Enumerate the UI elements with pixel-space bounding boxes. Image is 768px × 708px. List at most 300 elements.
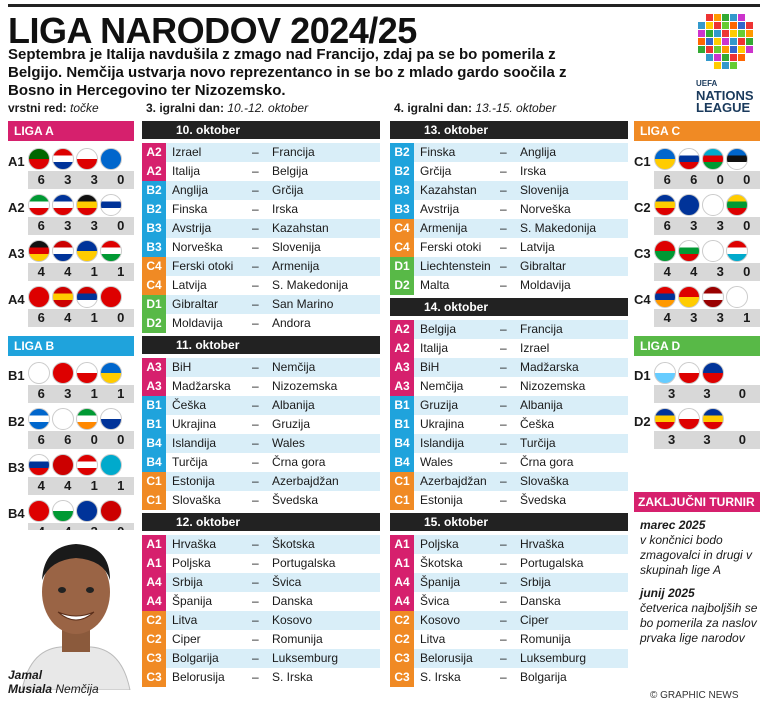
away-team: Švica	[272, 575, 302, 589]
away-team: Švedska	[520, 493, 567, 507]
cyprus-flag	[702, 194, 724, 216]
points-value: 3	[716, 218, 724, 233]
dash: –	[500, 164, 507, 178]
match-row	[142, 668, 380, 687]
group-code: B2	[390, 143, 414, 162]
group-c4	[634, 286, 760, 328]
dash: –	[252, 278, 259, 292]
matchday-date-header: 11. oktober	[142, 336, 380, 354]
group-code: A4	[142, 573, 166, 592]
points-value: 1	[90, 310, 98, 325]
away-team: San Marino	[272, 297, 334, 311]
ranking-header: vrstni red: točke	[8, 101, 99, 115]
group-code: C3	[390, 668, 414, 687]
group-label: A2	[8, 200, 25, 215]
home-team: Turčija	[172, 455, 208, 469]
group-code: C4	[142, 276, 166, 295]
away-team: Danska	[272, 594, 313, 608]
home-team: Grčija	[420, 164, 452, 178]
away-team: Nizozemska	[520, 379, 586, 393]
group-a4	[8, 286, 134, 328]
dash: –	[252, 221, 259, 235]
match-row	[142, 649, 380, 668]
dash: –	[252, 493, 259, 507]
group-label: A3	[8, 246, 25, 261]
portugal-flag	[28, 148, 50, 170]
points-value: 0	[716, 172, 724, 187]
dash: –	[500, 322, 507, 336]
match-row	[390, 434, 628, 453]
group-code: A1	[390, 535, 414, 554]
home-team: S. Irska	[420, 670, 461, 684]
points-value: 0	[743, 172, 751, 187]
league-d-header: LIGA D	[634, 336, 760, 356]
group-flags	[28, 500, 126, 522]
points-value: 0	[90, 432, 98, 447]
belgium-flag	[76, 194, 98, 216]
match-row	[142, 396, 380, 415]
turkey-flag	[28, 500, 50, 522]
dash: –	[500, 278, 507, 292]
group-code: A3	[390, 377, 414, 396]
dash: –	[252, 183, 259, 197]
group-code: C3	[142, 668, 166, 687]
group-c3	[634, 240, 760, 282]
dash: –	[252, 594, 259, 608]
points-value: 6	[663, 172, 671, 187]
match-row	[390, 358, 628, 377]
romania-flag	[654, 194, 676, 216]
israel-flag	[100, 194, 122, 216]
group-label: C1	[634, 154, 651, 169]
home-team: Armenija	[420, 221, 468, 235]
points-value: 6	[690, 172, 698, 187]
dash: –	[500, 240, 507, 254]
northern-ireland-flag	[702, 240, 724, 262]
away-team: Slovaška	[520, 474, 569, 488]
germany-flag	[28, 240, 50, 262]
dash: –	[500, 670, 507, 684]
faroe-flag	[726, 286, 748, 308]
dash: –	[500, 360, 507, 374]
match-row	[142, 200, 380, 219]
match-row	[390, 649, 628, 668]
points-value: 1	[90, 478, 98, 493]
match-row	[142, 314, 380, 333]
bosnia-flag	[76, 240, 98, 262]
dash: –	[500, 493, 507, 507]
dash: –	[500, 537, 507, 551]
netherlands-flag	[52, 240, 74, 262]
san-marino-flag	[654, 362, 676, 384]
match-row	[390, 668, 628, 687]
points-value: 4	[37, 478, 45, 493]
kosovo-flag	[678, 194, 700, 216]
dash: –	[252, 164, 259, 178]
points-value: 1	[90, 386, 98, 401]
home-team: Moldavija	[172, 316, 223, 330]
dash: –	[500, 417, 507, 431]
home-team: Islandija	[420, 436, 465, 450]
away-team: Škotska	[272, 537, 315, 551]
away-team: Grčija	[272, 183, 304, 197]
group-label: D2	[634, 414, 651, 429]
group-code: C1	[390, 472, 414, 491]
dash: –	[252, 360, 259, 374]
points-value: 0	[117, 310, 125, 325]
dash: –	[252, 316, 259, 330]
match-row	[142, 377, 380, 396]
away-team: Romunija	[272, 632, 323, 646]
group-label: B4	[8, 506, 25, 521]
group-points	[654, 309, 760, 327]
match-row	[390, 377, 628, 396]
group-code: C1	[142, 472, 166, 491]
home-team: Norveška	[172, 240, 223, 254]
away-team: Wales	[272, 436, 305, 450]
matchday3-header: 3. igralni dan: 10.-12. oktober	[146, 101, 309, 115]
home-team: Malta	[420, 278, 450, 292]
montenegro-flag	[100, 500, 122, 522]
belarus-flag	[654, 240, 676, 262]
group-label: C3	[634, 246, 651, 261]
match-row	[142, 491, 380, 510]
away-team: Latvija	[520, 240, 555, 254]
ireland-flag	[76, 408, 98, 430]
credit: © GRAPHIC NEWS	[650, 690, 739, 701]
points-value: 3	[716, 264, 724, 279]
home-team: Italija	[420, 341, 449, 355]
match-row	[142, 472, 380, 491]
match-row	[390, 257, 628, 276]
away-team: Romunija	[520, 632, 571, 646]
home-team: Kosovo	[420, 613, 461, 627]
armenia-flag	[654, 286, 676, 308]
home-team: Bolgarija	[172, 651, 219, 665]
group-points	[28, 477, 134, 495]
serbia-flag	[76, 286, 98, 308]
match-row	[390, 611, 628, 630]
final-march-title: marec 2025	[640, 518, 706, 532]
group-flags	[28, 362, 126, 384]
home-team: Belorusija	[172, 670, 225, 684]
group-code: B2	[142, 200, 166, 219]
dash: –	[500, 556, 507, 570]
group-b2	[8, 408, 134, 450]
scotland-flag	[100, 148, 122, 170]
dash: –	[252, 379, 259, 393]
match-row	[142, 162, 380, 181]
match-row	[390, 554, 628, 573]
latvia-flag	[702, 286, 724, 308]
points-value: 3	[668, 432, 676, 447]
dash: –	[252, 202, 259, 216]
greece-flag	[28, 408, 50, 430]
group-code: B1	[142, 396, 166, 415]
away-team: Norveška	[520, 202, 571, 216]
home-team: BiH	[172, 360, 192, 374]
hungary-flag	[100, 240, 122, 262]
league-b-header: LIGA B	[8, 336, 134, 356]
kazakhstan-flag	[100, 454, 122, 476]
home-team: Avstrija	[172, 221, 212, 235]
points-value: 0	[117, 218, 125, 233]
intro-text: Septembra je Italija navdušila z zmago nad Francijo, zdaj pa se bo pomerila z Belgijo. Nemčija ustvarja novo reprezentanco in se bo z mlado gardo soočila z Bosno in Hercegovino ter Nizozemsko.	[8, 46, 567, 99]
match-row	[390, 181, 628, 200]
home-team: Švica	[420, 594, 450, 608]
group-code: C4	[390, 219, 414, 238]
dash: –	[252, 455, 259, 469]
home-team: Ferski otoki	[172, 259, 234, 273]
sweden-flag	[654, 148, 676, 170]
dash: –	[252, 259, 259, 273]
iceland-flag	[76, 500, 98, 522]
points-value: 3	[716, 310, 724, 325]
home-team: Poljska	[172, 556, 211, 570]
points-value: 4	[690, 264, 698, 279]
dash: –	[500, 145, 507, 159]
home-team: Poljska	[420, 537, 459, 551]
group-label: A1	[8, 154, 25, 169]
croatia-flag	[52, 148, 74, 170]
final-june-text: četverica najboljših se bo pomerila za naslov prvaka lige narodov	[640, 601, 758, 645]
match-row	[142, 573, 380, 592]
away-team: Irska	[520, 164, 547, 178]
group-code: A4	[390, 592, 414, 611]
points-value: 4	[64, 310, 72, 325]
north-macedonia-flag	[678, 286, 700, 308]
away-team: Andora	[272, 316, 311, 330]
league-a-header: LIGA A	[8, 121, 134, 141]
matchday4-header: 4. igralni dan: 13.-15. oktober	[394, 101, 557, 115]
points-value: 4	[64, 478, 72, 493]
match-row	[390, 592, 628, 611]
dash: –	[500, 259, 507, 273]
home-team: Belgija	[420, 322, 457, 336]
france-flag	[52, 194, 74, 216]
group-code: B4	[390, 434, 414, 453]
norway-flag	[52, 454, 74, 476]
group-label: D1	[634, 368, 651, 383]
group-points	[654, 431, 760, 449]
dash: –	[500, 183, 507, 197]
away-team: Moldavija	[520, 278, 571, 292]
liechtenstein-flag	[702, 362, 724, 384]
lithuania-flag	[726, 194, 748, 216]
group-d2	[634, 408, 760, 450]
home-team: Ukrajina	[172, 417, 217, 431]
poland-flag	[76, 148, 98, 170]
points-value: 1	[117, 264, 125, 279]
away-team: Hrvaška	[520, 537, 565, 551]
group-flags	[654, 194, 752, 216]
home-team: Latvija	[172, 278, 207, 292]
dash: –	[252, 398, 259, 412]
group-points	[28, 385, 134, 403]
away-team: Turčija	[520, 436, 556, 450]
dash: –	[500, 221, 507, 235]
dash: –	[500, 575, 507, 589]
match-row	[390, 453, 628, 472]
dash: –	[252, 417, 259, 431]
dash: –	[500, 651, 507, 665]
points-value: 0	[738, 386, 746, 401]
group-flags	[654, 362, 752, 384]
match-row	[390, 491, 628, 510]
home-team: Avstrija	[420, 202, 460, 216]
home-team: Estonija	[172, 474, 215, 488]
away-team: Bolgarija	[520, 670, 567, 684]
home-team: Nemčija	[420, 379, 464, 393]
group-code: B2	[390, 162, 414, 181]
away-team: Nizozemska	[272, 379, 338, 393]
points-value: 3	[690, 310, 698, 325]
home-team: Hrvaška	[172, 537, 217, 551]
dash: –	[500, 202, 507, 216]
match-row	[390, 573, 628, 592]
italy-flag	[28, 194, 50, 216]
match-row	[142, 592, 380, 611]
match-row	[390, 143, 628, 162]
home-team: Liechtenstein	[420, 259, 491, 273]
group-code: A1	[142, 554, 166, 573]
away-team: Anglija	[520, 145, 557, 159]
group-code: B2	[142, 181, 166, 200]
estonia-flag	[726, 148, 748, 170]
home-team: Škotska	[420, 556, 463, 570]
away-team: S. Makedonija	[272, 278, 349, 292]
group-code: A3	[142, 377, 166, 396]
points-value: 6	[37, 310, 45, 325]
malta-flag	[678, 408, 700, 430]
away-team: S. Makedonija	[520, 221, 597, 235]
points-value: 6	[37, 432, 45, 447]
group-flags	[28, 240, 126, 262]
match-row	[142, 453, 380, 472]
match-row	[142, 554, 380, 573]
dash: –	[252, 651, 259, 665]
group-code: C1	[390, 491, 414, 510]
matchday-date-header: 15. oktober	[390, 513, 628, 531]
match-row	[390, 200, 628, 219]
group-code: C2	[142, 630, 166, 649]
bulgaria-flag	[678, 240, 700, 262]
match-row	[390, 276, 628, 295]
away-team: Portugalska	[520, 556, 584, 570]
group-c1	[634, 148, 760, 190]
match-row	[142, 630, 380, 649]
away-team: Nemčija	[272, 360, 316, 374]
gibraltar-flag	[678, 362, 700, 384]
away-team: Črna gora	[272, 455, 326, 469]
group-label: B3	[8, 460, 25, 475]
matchday-date-header: 10. oktober	[142, 121, 380, 139]
away-team: Portugalska	[272, 556, 336, 570]
away-team: Albanija	[520, 398, 563, 412]
points-value: 4	[64, 264, 72, 279]
match-row	[142, 219, 380, 238]
group-code: B4	[142, 453, 166, 472]
dash: –	[500, 455, 507, 469]
points-value: 0	[117, 432, 125, 447]
group-code: B3	[390, 181, 414, 200]
home-team: Ciper	[172, 632, 201, 646]
group-code: C2	[390, 611, 414, 630]
group-code: B4	[390, 453, 414, 472]
dash: –	[252, 613, 259, 627]
group-code: B1	[142, 415, 166, 434]
group-code: A4	[390, 573, 414, 592]
points-value: 4	[663, 264, 671, 279]
points-value: 3	[690, 218, 698, 233]
group-label: B1	[8, 368, 25, 383]
match-row	[390, 415, 628, 434]
home-team: BiH	[420, 360, 440, 374]
away-team: S. Irska	[272, 670, 313, 684]
final-march-text: v končnici bodo zmagovalci in drugi v skupinah lige A	[640, 533, 753, 577]
home-team: Finska	[420, 145, 456, 159]
group-code: A2	[390, 320, 414, 339]
points-value: 1	[743, 310, 751, 325]
points-value: 3	[90, 218, 98, 233]
dash: –	[252, 436, 259, 450]
dash: –	[252, 474, 259, 488]
matchday-date-header: 13. oktober	[390, 121, 628, 139]
georgia-flag	[28, 362, 50, 384]
group-code: C4	[142, 257, 166, 276]
group-flags	[28, 286, 126, 308]
austria-flag	[76, 454, 98, 476]
match-row	[142, 238, 380, 257]
match-row	[390, 535, 628, 554]
match-row	[390, 320, 628, 339]
group-points	[28, 217, 134, 235]
group-b1	[8, 362, 134, 404]
luxembourg-flag	[726, 240, 748, 262]
andorra-flag	[702, 408, 724, 430]
group-c2	[634, 194, 760, 236]
away-team: Luksemburg	[272, 651, 339, 665]
home-team: Španija	[172, 594, 213, 608]
slovakia-flag	[678, 148, 700, 170]
home-team: Belorusija	[420, 651, 473, 665]
away-team: Irska	[272, 202, 299, 216]
dash: –	[500, 613, 507, 627]
page-title: LIGA NARODOV 2024/25	[8, 10, 417, 51]
group-label: B2	[8, 414, 25, 429]
away-team: Švedska	[272, 493, 319, 507]
group-code: A2	[390, 339, 414, 358]
home-team: Gruzija	[420, 398, 459, 412]
group-code: A3	[142, 358, 166, 377]
group-flags	[654, 286, 752, 308]
dash: –	[252, 145, 259, 159]
points-value: 6	[663, 218, 671, 233]
england-flag	[52, 408, 74, 430]
top-rule	[8, 4, 760, 7]
points-value: 1	[90, 264, 98, 279]
match-row	[390, 219, 628, 238]
points-value: 4	[37, 264, 45, 279]
czech-flag	[76, 362, 98, 384]
points-value: 3	[64, 218, 72, 233]
points-value: 3	[703, 432, 711, 447]
dash: –	[252, 297, 259, 311]
away-team: Gruzija	[272, 417, 311, 431]
group-code: D2	[142, 314, 166, 333]
group-points	[28, 171, 134, 189]
away-team: Ciper	[520, 613, 549, 627]
